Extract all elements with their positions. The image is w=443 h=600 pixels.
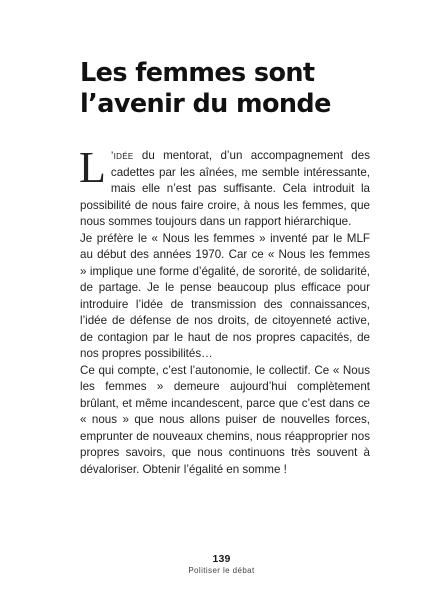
- chapter-title-line-1: Les femmes sont: [80, 58, 315, 88]
- chapter-title: [80, 58, 380, 120]
- drop-cap: L: [79, 143, 106, 192]
- paragraph-3: Ce qui compte, c’est l’autonomie, le collectif. Ce « Nous les femmes » demeure aujourd’hui complètement brûlant, et même incandescent, parce que c’est dans ce « nous » que nous allons puiser de nouvelles forces, emprunter de nouveaux chemins, nous réapproprier nos propres savoirs, que nous continuons très souvent à dévaloriser. Obtenir l’égalité en somme !: [80, 363, 370, 476]
- paragraph-1-lead: ’idée: [110, 150, 134, 162]
- running-footer: Politiser le débat: [188, 566, 255, 575]
- body-text: [79, 143, 370, 478]
- paragraph-1: [79, 143, 370, 231]
- paragraph-2: Je préfère le « Nous les femmes » inventé par le MLF au début des années 1970. Car ce « Nous les femmes » implique une forme d’égalité, de sororité, de solidarité, de partage. Je le pense beaucoup plus efficace pour introduire l’idée de transmission des connaissances, l’idée de défense de nos droits, de citoyenneté active, de contagion par le haut de nos propres capacités, de nos propres possibilités…: [80, 231, 370, 360]
- paragraph-1-text: du mentorat, d’un accompagnement des cadettes par les aînées, me semble intéressante, mais elle n’est pas suffisante. Cela introduit la possibilité de nous faire croire, à nous les femmes, que nous sommes toujours dans un rapport hiérarchique.: [80, 149, 370, 228]
- chapter-title-line-2: l’avenir du monde: [80, 89, 331, 119]
- page-number: 139: [212, 553, 231, 565]
